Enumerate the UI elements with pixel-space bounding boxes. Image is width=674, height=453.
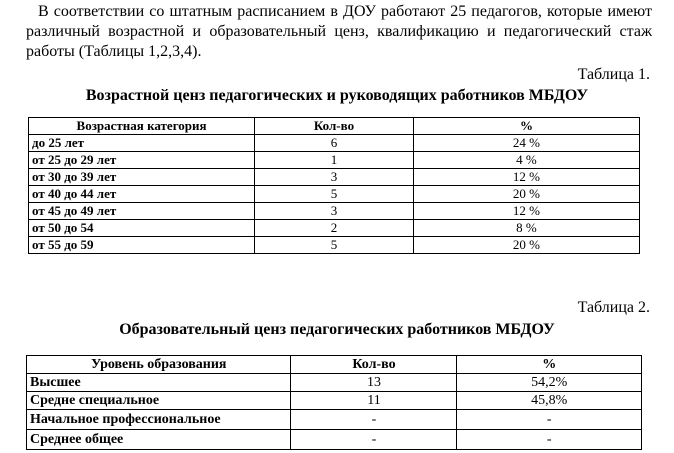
category-cell: от 50 до 54 (29, 220, 255, 237)
percent-cell: 20 % (413, 237, 639, 254)
count-cell: 1 (255, 152, 414, 169)
count-cell: 3 (255, 169, 414, 186)
category-cell: от 30 до 39 лет (29, 169, 255, 186)
percent-cell: 12 % (413, 203, 639, 220)
age-table (28, 117, 640, 254)
table-row (27, 410, 642, 430)
count-cell: - (291, 410, 457, 430)
table-row (29, 237, 640, 254)
percent-cell: 24 % (413, 135, 639, 152)
column-header: Кол-во (255, 118, 414, 135)
table1-title: Возрастной ценз педагогических и руководящих работников МБДОУ (85, 87, 589, 104)
table-row (29, 169, 640, 186)
percent-cell: - (457, 430, 642, 450)
level-cell: Высшее (27, 374, 291, 392)
table-row (29, 186, 640, 203)
table2-caption: Таблица 2. (577, 299, 650, 316)
education-table (26, 355, 642, 450)
percent-cell: 8 % (413, 220, 639, 237)
intro-paragraph: В соответствии со штатным расписанием в ДОУ работают 25 педагогов, которые имеют различный возрастной и образовательный ценз, квалификацию и педагогический стаж работы (Таблицы 1,2,3,4). (26, 3, 652, 60)
level-cell: Начальное профессиональное (27, 410, 291, 430)
percent-cell: 45,8% (457, 392, 642, 410)
count-cell: 2 (255, 220, 414, 237)
level-cell: Средне специальное (27, 392, 291, 410)
category-cell: от 45 до 49 лет (29, 203, 255, 220)
category-cell: до 25 лет (29, 135, 255, 152)
table-header-row (27, 356, 642, 374)
level-cell: Среднее общее (27, 430, 291, 450)
percent-cell: 54,2% (457, 374, 642, 392)
count-cell: 3 (255, 203, 414, 220)
column-header: % (413, 118, 639, 135)
category-cell: от 40 до 44 лет (29, 186, 255, 203)
count-cell: - (291, 430, 457, 450)
count-cell: 11 (291, 392, 457, 410)
column-header: Кол-во (291, 356, 457, 374)
count-cell: 6 (255, 135, 414, 152)
table-row (29, 220, 640, 237)
count-cell: 5 (255, 237, 414, 254)
table-row (29, 203, 640, 220)
percent-cell: - (457, 410, 642, 430)
table1-caption: Таблица 1. (577, 66, 650, 83)
percent-cell: 12 % (413, 169, 639, 186)
table2-title: Образовательный ценз педагогических работников МБДОУ (119, 321, 555, 338)
count-cell: 13 (291, 374, 457, 392)
table-row (29, 152, 640, 169)
table-row (29, 135, 640, 152)
count-cell: 5 (255, 186, 414, 203)
column-header: Возрастная категория (29, 118, 255, 135)
table-header-row (29, 118, 640, 135)
percent-cell: 4 % (413, 152, 639, 169)
table-row (27, 374, 642, 392)
column-header: % (457, 356, 642, 374)
percent-cell: 20 % (413, 186, 639, 203)
table-row (27, 392, 642, 410)
category-cell: от 55 до 59 (29, 237, 255, 254)
table-row (27, 430, 642, 450)
category-cell: от 25 до 29 лет (29, 152, 255, 169)
column-header: Уровень образования (27, 356, 291, 374)
